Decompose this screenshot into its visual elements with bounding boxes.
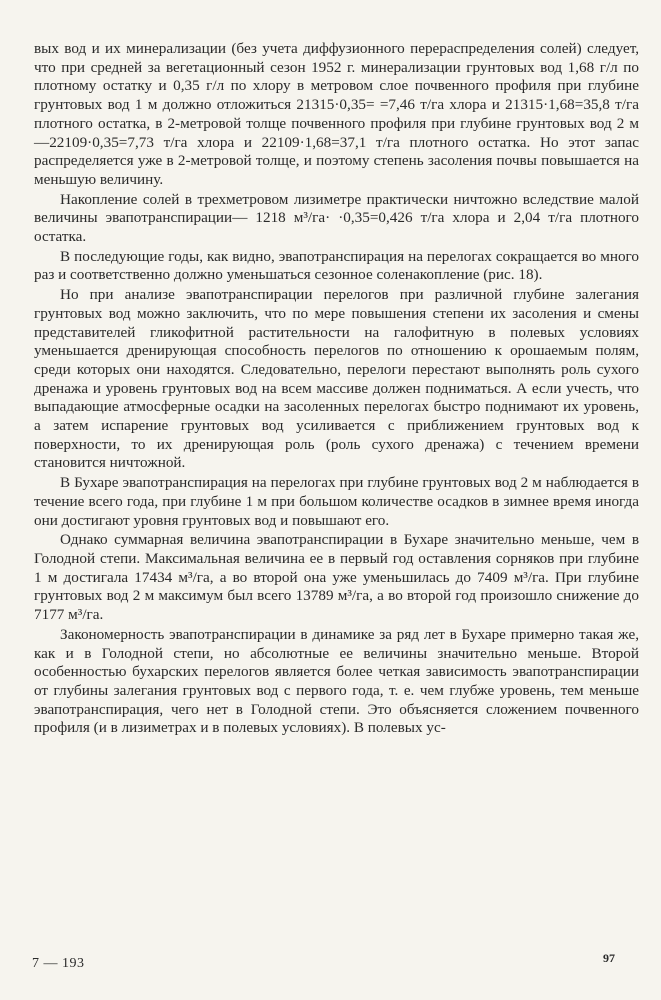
paragraph: вых вод и их минерализации (без учета диффузионного перераспределения солей) следует, что при средней за вегетационный сезон 1952 г. минерализации грунтовых вод 1,68 г/л по плотному остатку и 0,35 г/л по хлору в метровом слое почвенного профиля при глубине грунтовых вод 1 м должно отложиться 21315·0,35= =7,46 т/га хлора и 21315·1,68=35,8 т/га плотного остатка, в 2-метровой толще почвенного профиля при глубине грунтовых вод 2 м—22109·0,35=7,73 т/га хлора и 22109·1,68=37,1 т/га плотного остатка. Но этот запас распределяется уже в 2-метровой толще, и поэтому степень засоления почвы повышается на меньшую величину. [34, 40, 639, 188]
paragraph: В Бухаре эвапотранспирация на перелогах при глубине грунтовых вод 2 м наблюдается в течение всего года, при глубине 1 м при большом количестве осадков в зимнее время иногда они достигают уровня грунтовых вод и повышают его. [34, 474, 639, 529]
page-number: 97 [603, 951, 615, 965]
body-text [34, 40, 639, 738]
paragraph: Закономерность эвапотранспирации в динамике за ряд лет в Бухаре примерно такая же, как и в Голодной степи, но абсолютные ее величины значительно меньше. Второй особенностью бухарских перелогов является более четкая зависимость эвапотранспирации от глубины залегания грунтовых вод с первого года, т. е. чем глубже уровень, тем меньше эвапотранспирация, чего нет в Голодной степи. Это объясняется сложением почвенного профиля (и в лизиметрах и в полевых условиях). В полевых ус- [34, 625, 639, 737]
paragraph: В последующие годы, как видно, эвапотранспирация на перелогах сокращается во много раз и соответственно должно уменьшаться сезонное соленакопление (рис. 18). [34, 247, 639, 284]
paragraph: Однако суммарная величина эвапотранспирации в Бухаре значительно меньше, чем в Голодной степи. Максимальная величина ее в первый год оставления сорняков при глубине 1 м достигала 17434 м³/га, а во второй она уже уменьшилась до 7409 м³/га. При глубине грунтовых вод 2 м максимум был всего 13789 м³/га, а во второй год произошло снижение до 7177 м³/га. [34, 531, 639, 624]
paragraph: Но при анализе эвапотранспирации перелогов при различной глубине залегания грунтовых вод можно заключить, что по мере повышения степени их засоления и смены представителей гликофитной растительности на галофитную в полевых условиях уменьшается дренирующая способность перелогов по отношению к орошаемым полям, среди которых они находятся. Следовательно, перелоги перестают выполнять роль сухого дренажа и уровень грунтовых вод на всем массиве должен подниматься. А если учесть, что выпадающие атмосферные осадки на засоленных перелогах быстро поднимают их уровень, а затем испарение грунтовых вод усиливается с приближением грунтовых вод к поверхности, то их дренирующая роль (роль сухого дренажа) с течением времени становится ничтожной. [34, 286, 639, 472]
printer-signature: 7 — 193 [32, 956, 85, 971]
paragraph: Накопление солей в трехметровом лизиметре практически ничтожно вследствие малой величины эвапотранспирации— 1218 м³/га· ·0,35=0,426 т/га хлора и 2,04 т/га плотного остатка. [34, 190, 639, 246]
